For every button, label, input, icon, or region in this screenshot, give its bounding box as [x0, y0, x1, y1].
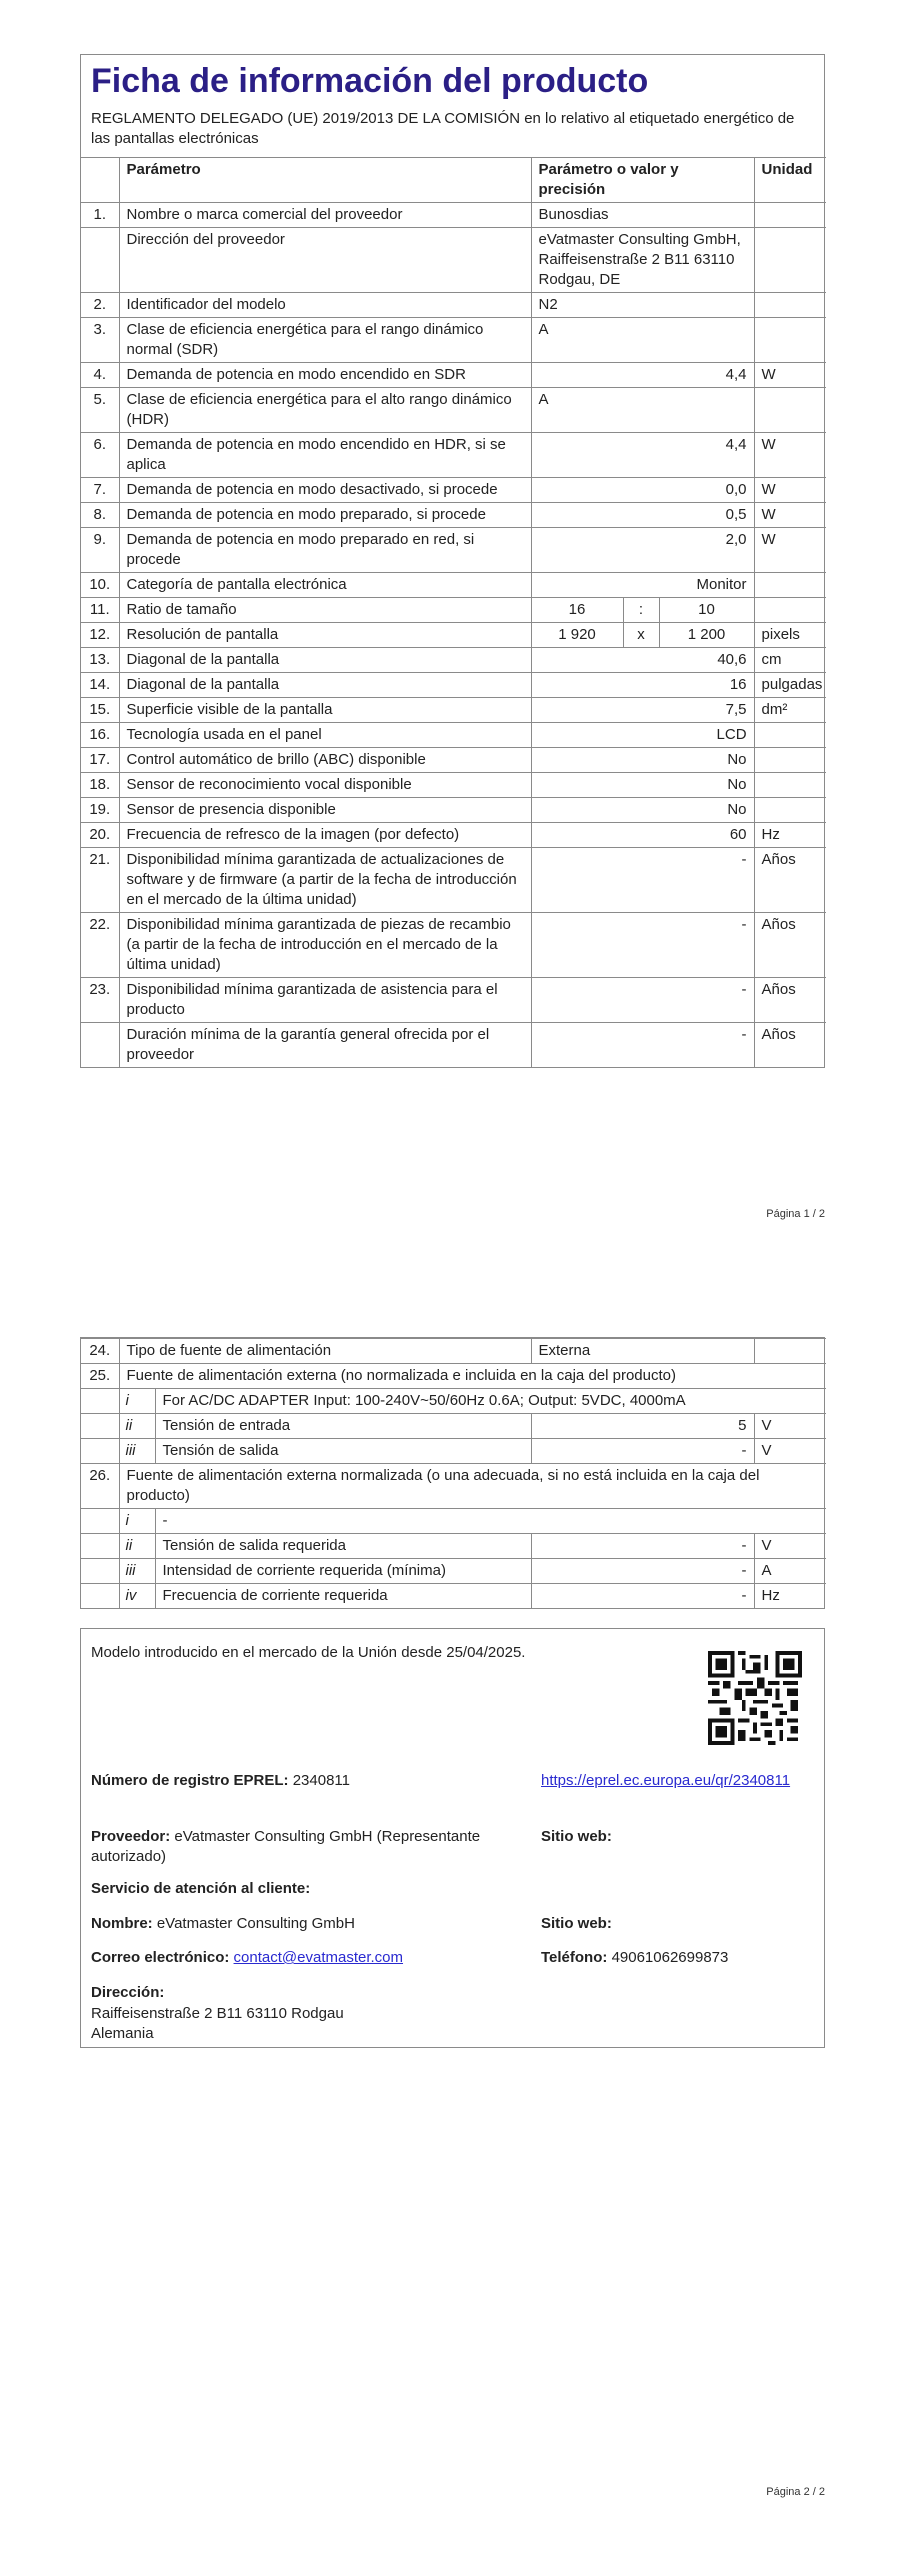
table-row — [81, 723, 826, 748]
address-line-2: Alemania — [91, 2025, 154, 2042]
power-supply-box — [80, 1337, 825, 1609]
row-label: Disponibilidad mínima garantizada de piezas de recambio (a partir de la fecha de introducción en el mercado de la última unidad) — [119, 913, 531, 978]
row-number: 21. — [81, 848, 119, 913]
row-unit — [754, 773, 826, 798]
row-number: 11. — [81, 598, 119, 623]
table-row — [81, 648, 826, 673]
row-value: 4,4 — [531, 363, 754, 388]
row-value: No — [531, 773, 754, 798]
row-value: 16 — [531, 673, 754, 698]
table-row — [81, 673, 826, 698]
table-row — [81, 478, 826, 503]
row-value: - — [531, 1023, 754, 1068]
row-number: 22. — [81, 913, 119, 978]
table-row — [81, 913, 826, 978]
table-row — [81, 228, 826, 293]
table-row — [81, 363, 826, 388]
row-label: Ratio de tamaño — [119, 598, 531, 623]
row-label: Superficie visible de la pantalla — [119, 698, 531, 723]
table-row: iv Frecuencia de corriente requerida - Hz — [81, 1584, 826, 1609]
row-label: Sensor de reconocimiento vocal disponible — [119, 773, 531, 798]
row-separator: x — [623, 623, 659, 648]
row-label: Diagonal de la pantalla — [119, 648, 531, 673]
table-row — [81, 503, 826, 528]
row-value: N2 — [531, 293, 754, 318]
row-number: 23. — [81, 978, 119, 1023]
row-number: 3. — [81, 318, 119, 363]
row-value: 0,5 — [531, 503, 754, 528]
row-unit — [754, 318, 826, 363]
row-number: 12. — [81, 623, 119, 648]
row-value: 0,0 — [531, 478, 754, 503]
row-label: Disponibilidad mínima garantizada de asistencia para el producto — [119, 978, 531, 1023]
row-label: Dirección del proveedor — [119, 228, 531, 293]
row-unit — [754, 573, 826, 598]
row-value: A — [531, 388, 754, 433]
row-number: 8. — [81, 503, 119, 528]
website-label-2: Sitio web: — [541, 1915, 612, 1932]
row-label: Frecuencia de refresco de la imagen (por defecto) — [119, 823, 531, 848]
row-label: Identificador del modelo — [119, 293, 531, 318]
row-unit — [754, 293, 826, 318]
row-number: 1. — [81, 203, 119, 228]
eprel-value: 2340811 — [292, 1772, 351, 1789]
row-label: Nombre o marca comercial del proveedor — [119, 203, 531, 228]
table-row — [81, 698, 826, 723]
table-row — [81, 433, 826, 478]
table-row: ii Tensión de salida requerida - V — [81, 1534, 826, 1559]
row-unit: cm — [754, 648, 826, 673]
row-unit — [754, 598, 826, 623]
table-row — [81, 748, 826, 773]
row-value: 4,4 — [531, 433, 754, 478]
row-unit — [754, 798, 826, 823]
email-link[interactable]: contact@evatmaster.com — [233, 1949, 404, 1966]
row-unit: W — [754, 478, 826, 503]
row-value: 40,6 — [531, 648, 754, 673]
page-2 — [0, 1260, 905, 2560]
phone-label: Teléfono: — [541, 1949, 608, 1966]
row-value: - — [531, 978, 754, 1023]
row-number: 20. — [81, 823, 119, 848]
row-unit: Hz — [754, 823, 826, 848]
row-value-a: 1 920 — [531, 623, 623, 648]
row-number: 9. — [81, 528, 119, 573]
row-label: Sensor de presencia disponible — [119, 798, 531, 823]
row-label: Tecnología usada en el panel — [119, 723, 531, 748]
table-row: iii Tensión de salida - V — [81, 1439, 826, 1464]
product-info-box — [80, 54, 825, 1068]
row-label: Resolución de pantalla — [119, 623, 531, 648]
contact-name-row — [91, 1914, 355, 1934]
row-separator: : — [623, 598, 659, 623]
table-row: 25. Fuente de alimentación externa (no normalizada e incluida en la caja del producto) — [81, 1364, 826, 1389]
row-number — [81, 1023, 119, 1068]
email-label: Correo electrónico: — [91, 1949, 230, 1966]
row-value: - — [531, 848, 754, 913]
table-row — [81, 598, 826, 623]
row-label: Demanda de potencia en modo encendido en SDR — [119, 363, 531, 388]
row-value: 2,0 — [531, 528, 754, 573]
row-unit: W — [754, 433, 826, 478]
email-row — [91, 1948, 403, 1968]
table-row — [81, 773, 826, 798]
row-unit — [754, 228, 826, 293]
contact-name-value: eVatmaster Consulting GmbH — [156, 1915, 355, 1932]
row-label: Categoría de pantalla electrónica — [119, 573, 531, 598]
table-row: ii Tensión de entrada 5 V — [81, 1414, 826, 1439]
table-row — [81, 798, 826, 823]
row-number: 19. — [81, 798, 119, 823]
row-unit: Años — [754, 1023, 826, 1068]
row-value: eVatmaster Consulting GmbH, Raiffeisenstraße 2 B11 63110 Rodgau, DE — [531, 228, 754, 293]
supplier-row — [91, 1827, 531, 1867]
table-header-row — [81, 158, 826, 203]
table-row — [81, 528, 826, 573]
row-value: 60 — [531, 823, 754, 848]
table-row: i For AC/DC ADAPTER Input: 100-240V~50/60Hz 0.6A; Output: 5VDC, 4000mA — [81, 1389, 826, 1414]
row-unit: W — [754, 528, 826, 573]
row-label: Demanda de potencia en modo encendido en HDR, si se aplica — [119, 433, 531, 478]
document-title: Ficha de información del producto — [91, 62, 649, 100]
table-row — [81, 203, 826, 228]
row-label: Disponibilidad mínima garantizada de actualizaciones de software y de firmware (a partir de la fecha de introducción en el mercado de la última unidad) — [119, 848, 531, 913]
row-label: Demanda de potencia en modo preparado, si procede — [119, 503, 531, 528]
row-label: Control automático de brillo (ABC) disponible — [119, 748, 531, 773]
row-unit — [754, 388, 826, 433]
table-row — [81, 388, 826, 433]
row-value-b: 1 200 — [659, 623, 754, 648]
row-label: Clase de eficiencia energética para el alto rango dinámico (HDR) — [119, 388, 531, 433]
row-unit: dm² — [754, 698, 826, 723]
table-row — [81, 293, 826, 318]
supplier-value: eVatmaster Consulting GmbH (Representante autorizado) — [91, 1828, 481, 1865]
row-number: 6. — [81, 433, 119, 478]
row-number — [81, 228, 119, 293]
table-row: 26. Fuente de alimentación externa normalizada (o una adecuada, si no está incluida en la caja del producto) — [81, 1464, 826, 1509]
row-number: 14. — [81, 673, 119, 698]
table-row — [81, 1023, 826, 1068]
row-label: Clase de eficiencia energética para el rango dinámico normal (SDR) — [119, 318, 531, 363]
customer-service-title: Servicio de atención al cliente: — [91, 1880, 311, 1897]
row-value: LCD — [531, 723, 754, 748]
row-label: Diagonal de la pantalla — [119, 673, 531, 698]
table-row — [81, 848, 826, 913]
row-number: 13. — [81, 648, 119, 673]
row-unit: W — [754, 503, 826, 528]
phone-value: 49061062699873 — [611, 1949, 729, 1966]
table-row: 24. Tipo de fuente de alimentación Externa — [81, 1339, 826, 1364]
table-row — [81, 978, 826, 1023]
row-number: 7. — [81, 478, 119, 503]
row-unit — [754, 723, 826, 748]
page-1 — [0, 0, 905, 1260]
row-unit: pulgadas — [754, 673, 826, 698]
row-value: Bunosdias — [531, 203, 754, 228]
table-row — [81, 318, 826, 363]
eprel-label: Número de registro EPREL: — [91, 1772, 289, 1789]
table-row — [81, 573, 826, 598]
table-row: iii Intensidad de corriente requerida (mínima) - A — [81, 1559, 826, 1584]
address-line-1: Raiffeisenstraße 2 B11 63110 Rodgau — [91, 2005, 344, 2022]
row-number: 18. — [81, 773, 119, 798]
header-unit: Unidad — [754, 158, 826, 203]
header-value: Parámetro o valor y precisión — [531, 158, 754, 203]
header-param: Parámetro — [119, 158, 531, 203]
row-value: 7,5 — [531, 698, 754, 723]
row-value-a: 16 — [531, 598, 623, 623]
row-value-b: 10 — [659, 598, 754, 623]
supplier-info-box — [80, 1628, 825, 2048]
regulation-subtitle: REGLAMENTO DELEGADO (UE) 2019/2013 DE LA COMISIÓN en lo relativo al etiquetado energético de las pantallas electrónicas — [91, 110, 795, 147]
row-number: 15. — [81, 698, 119, 723]
row-unit — [754, 203, 826, 228]
row-unit: pixels — [754, 623, 826, 648]
qr-code-icon[interactable] — [708, 1651, 802, 1745]
table-row — [81, 823, 826, 848]
row-number: 5. — [81, 388, 119, 433]
row-value: - — [531, 913, 754, 978]
address-label: Dirección: — [91, 1984, 165, 2001]
contact-name-label: Nombre: — [91, 1915, 153, 1932]
row-number: 4. — [81, 363, 119, 388]
row-value: No — [531, 748, 754, 773]
row-number: 2. — [81, 293, 119, 318]
table-row: i - — [81, 1509, 826, 1534]
row-value: Monitor — [531, 573, 754, 598]
page-number: Página 1 / 2 — [766, 1208, 825, 1220]
page-number-2: Página 2 / 2 — [766, 2486, 825, 2498]
row-label: Demanda de potencia en modo desactivado, si procede — [119, 478, 531, 503]
row-unit: W — [754, 363, 826, 388]
row-unit: Años — [754, 848, 826, 913]
row-number: 17. — [81, 748, 119, 773]
phone-row — [541, 1948, 728, 1968]
eprel-link[interactable]: https://eprel.ec.europa.eu/qr/2340811 — [541, 1772, 791, 1789]
row-value: A — [531, 318, 754, 363]
row-unit — [754, 748, 826, 773]
supplier-label: Proveedor: — [91, 1828, 171, 1845]
spec-table — [81, 157, 826, 1067]
power-supply-table — [81, 1338, 826, 1608]
row-unit: Años — [754, 978, 826, 1023]
row-number: 16. — [81, 723, 119, 748]
row-number: 10. — [81, 573, 119, 598]
eprel-row — [91, 1771, 350, 1791]
row-unit: Años — [754, 913, 826, 978]
row-label: Duración mínima de la garantía general ofrecida por el proveedor — [119, 1023, 531, 1068]
row-label: Demanda de potencia en modo preparado en red, si procede — [119, 528, 531, 573]
website-label: Sitio web: — [541, 1828, 612, 1845]
table-row — [81, 623, 826, 648]
market-intro-text: Modelo introducido en el mercado de la Unión desde 25/04/2025. — [91, 1644, 526, 1661]
row-value: No — [531, 798, 754, 823]
